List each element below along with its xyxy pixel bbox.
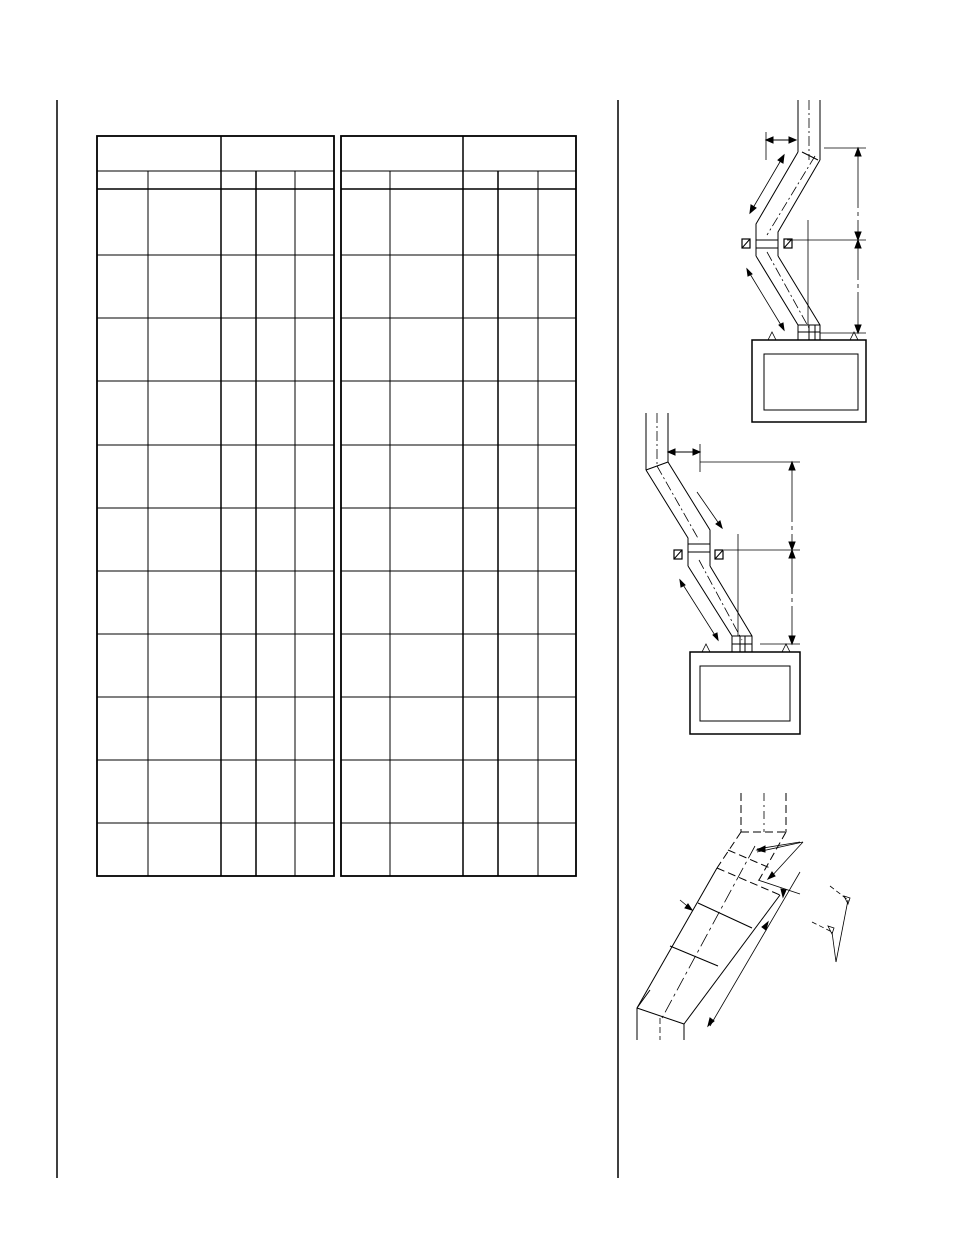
- table-right-row-lines: [341, 255, 576, 823]
- table-right-half: [341, 136, 576, 876]
- elbow-detail-diagram: [637, 793, 850, 1040]
- offset-diagram-middle: [646, 413, 800, 734]
- table-left-half: [97, 136, 334, 876]
- offset-table: [97, 136, 576, 876]
- table-left-row-lines: [97, 255, 334, 823]
- offset-diagram-upper: [742, 100, 866, 422]
